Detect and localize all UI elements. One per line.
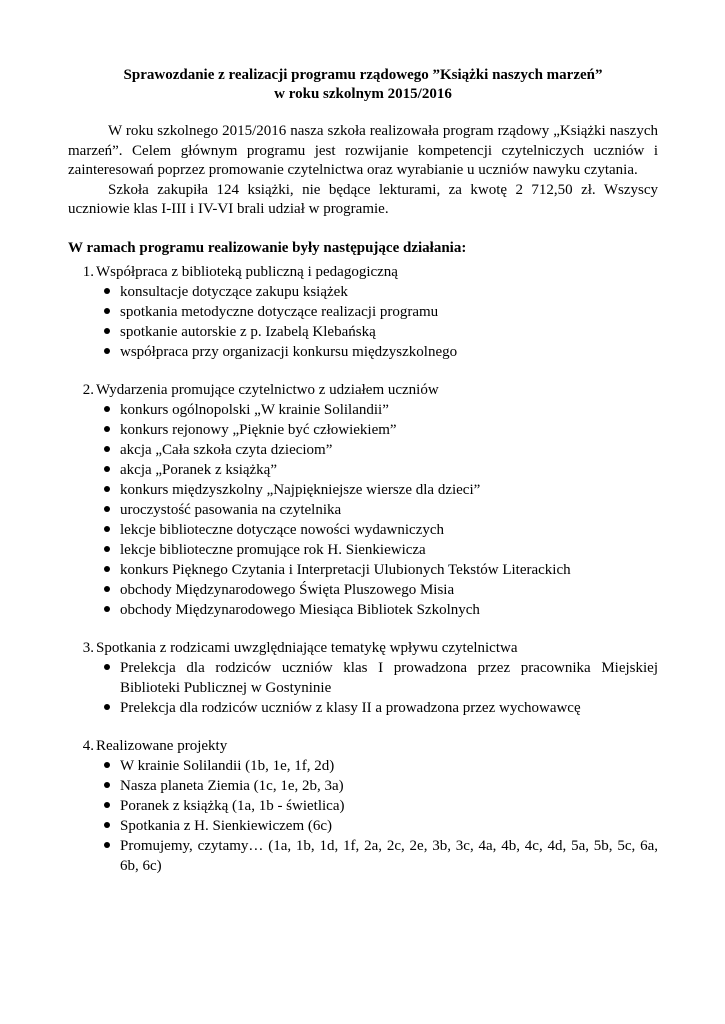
- document-title: [68, 66, 658, 104]
- title-line-1: Sprawozdanie z realizacji programu rządowego ”Książki naszych marzeń”: [123, 67, 603, 83]
- list-item-text: konsultacje dotyczące zakupu książek: [120, 284, 348, 300]
- activity-section: [68, 736, 658, 876]
- bullet-icon: [94, 480, 120, 500]
- bullet-icon: [94, 322, 120, 342]
- list-item-text: akcja „Cała szkoła czyta dzieciom”: [120, 442, 333, 458]
- document-page: [68, 66, 658, 894]
- section-title: Wydarzenia promujące czytelnictwo z udziałem uczniów: [96, 382, 439, 398]
- bullet-icon: [94, 560, 120, 580]
- list-item-text: uroczystość pasowania na czytelnika: [120, 502, 342, 518]
- list-item-text: konkurs ogólnopolski „W krainie Solilandii”: [120, 402, 389, 418]
- list-item-text: konkurs międzyszkolny „Najpiękniejsze wiersze dla dzieci”: [120, 482, 481, 498]
- list-item: [94, 560, 658, 580]
- list-item: [94, 420, 658, 440]
- list-item-text: akcja „Poranek z książką”: [120, 462, 277, 478]
- bullet-icon: [94, 500, 120, 520]
- intro-paragraph-2: Szkoła zakupiła 124 książki, nie będące lekturami, za kwotę 2 712,50 zł. Wszyscy uczniowie klas I-III i IV-VI brali udział w programie.: [68, 181, 658, 217]
- section-title: Współpraca z biblioteką publiczną i pedagogiczną: [96, 264, 398, 280]
- bullet-list: [68, 282, 658, 362]
- bullet-icon: [94, 816, 120, 836]
- list-item: [94, 400, 658, 420]
- list-item-text: Poranek z książką (1a, 1b - świetlica): [120, 798, 345, 814]
- list-item-text: spotkania metodyczne dotyczące realizacji programu: [120, 304, 439, 320]
- bullet-icon: [94, 540, 120, 560]
- list-item-text: Prelekcja dla rodziców uczniów z klasy II a prowadzona przez wychowawcę: [120, 700, 581, 716]
- bullet-icon: [94, 440, 120, 460]
- bullet-icon: [94, 698, 120, 718]
- list-item: [94, 500, 658, 520]
- bullet-icon: [94, 796, 120, 816]
- bullet-icon: [94, 658, 120, 698]
- bullet-icon: [94, 756, 120, 776]
- list-item-text: spotkanie autorskie z p. Izabelą Klebańską: [120, 324, 376, 340]
- section-heading: [68, 380, 658, 400]
- bullet-icon: [94, 400, 120, 420]
- list-item: [94, 342, 658, 362]
- list-item: [94, 540, 658, 560]
- section-title: Spotkania z rodzicami uwzględniające tematykę wpływu czytelnictwa: [96, 640, 518, 656]
- list-item: [94, 600, 658, 620]
- bullet-icon: [94, 776, 120, 796]
- list-item: [94, 796, 658, 816]
- list-item-text: Promujemy, czytamy… (1a, 1b, 1d, 1f, 2a, 2c, 2e, 3b, 3c, 4a, 4b, 4c, 4d, 5a, 5b, 5c, 6a, 6b, 6c): [120, 838, 658, 874]
- list-item-text: Spotkania z H. Sienkiewiczem (6c): [120, 818, 333, 834]
- bullet-icon: [94, 420, 120, 440]
- bullet-list: [68, 756, 658, 876]
- section-heading: [68, 638, 658, 658]
- list-item: [94, 520, 658, 540]
- section-number: 1.: [82, 264, 94, 280]
- title-line-2: w roku szkolnym 2015/2016: [274, 86, 452, 102]
- list-item-text: lekcje biblioteczne dotyczące nowości wydawniczych: [120, 522, 445, 538]
- list-item: [94, 756, 658, 776]
- section-number: 2.: [82, 382, 94, 398]
- list-item: [94, 282, 658, 302]
- list-item-text: obchody Międzynarodowego Miesiąca Bibliotek Szkolnych: [120, 602, 480, 618]
- activity-section: [68, 262, 658, 362]
- list-item: [94, 836, 658, 876]
- section-title: Realizowane projekty: [96, 738, 228, 754]
- list-item-text: W krainie Solilandii (1b, 1e, 1f, 2d): [120, 758, 335, 774]
- bullet-icon: [94, 302, 120, 322]
- section-heading: [68, 736, 658, 756]
- intro-paragraph-1: W roku szkolnego 2015/2016 nasza szkoła realizowała program rządowy „Książki naszych marzeń”. Celem głównym programu jest rozwijanie kompetencji czytelniczych uczniów i zainteresowań poprzez promowanie czytelnictwa oraz wyrabianie u uczniów nawyku czytania.: [68, 123, 658, 178]
- bullet-list: [68, 658, 658, 718]
- list-item-text: Nasza planeta Ziemia (1c, 1e, 2b, 3a): [120, 778, 344, 794]
- list-item: [94, 816, 658, 836]
- activity-section: [68, 380, 658, 620]
- list-item: [94, 480, 658, 500]
- list-item: [94, 580, 658, 600]
- list-item: [94, 776, 658, 796]
- section-number: 3.: [82, 640, 94, 656]
- list-item-text: konkurs rejonowy „Pięknie być człowiekiem”: [120, 422, 397, 438]
- activity-section: [68, 638, 658, 718]
- bullet-icon: [94, 460, 120, 480]
- bullet-icon: [94, 836, 120, 876]
- list-item: [94, 302, 658, 322]
- list-item-text: współpraca przy organizacji konkursu międzyszkolnego: [120, 344, 458, 360]
- list-item: [94, 658, 658, 698]
- list-item: [94, 440, 658, 460]
- activities-list: [68, 262, 658, 876]
- section-heading: [68, 262, 658, 282]
- bullet-icon: [94, 282, 120, 302]
- list-item: [94, 322, 658, 342]
- list-item-text: Prelekcja dla rodziców uczniów klas I prowadzona przez pracownika Miejskiej Biblioteki Publicznej w Gostyninie: [120, 660, 658, 696]
- bullet-icon: [94, 342, 120, 362]
- list-item-text: lekcje biblioteczne promujące rok H. Sienkiewicza: [120, 542, 426, 558]
- section-number: 4.: [82, 738, 94, 754]
- list-item: [94, 698, 658, 718]
- bullet-icon: [94, 520, 120, 540]
- bullet-icon: [94, 580, 120, 600]
- activities-heading: W ramach programu realizowanie były następujące działania:: [68, 239, 467, 256]
- bullet-list: [68, 400, 658, 620]
- list-item-text: konkurs Pięknego Czytania i Interpretacji Ulubionych Tekstów Literackich: [120, 562, 571, 578]
- bullet-icon: [94, 600, 120, 620]
- list-item: [94, 460, 658, 480]
- list-item-text: obchody Międzynarodowego Święta Pluszowego Misia: [120, 582, 455, 598]
